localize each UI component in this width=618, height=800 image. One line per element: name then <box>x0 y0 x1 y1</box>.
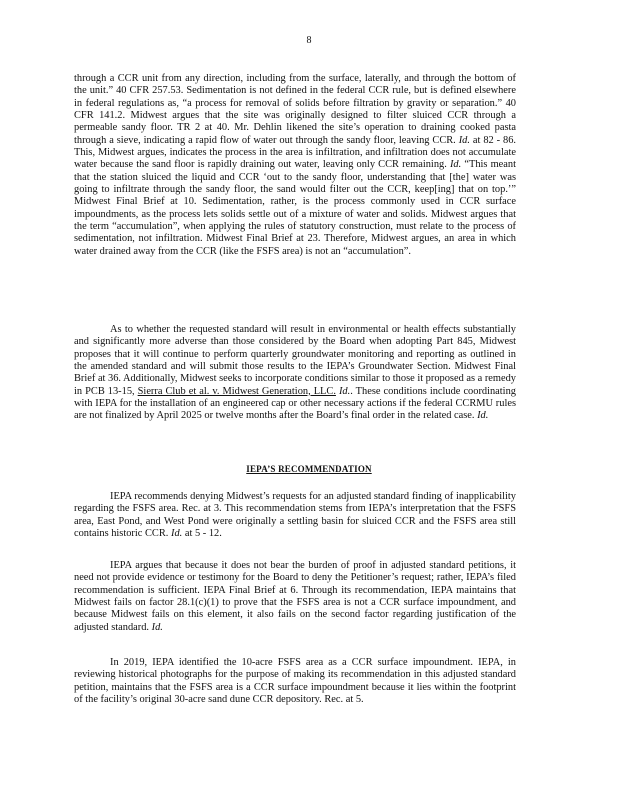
id-citation: Id. <box>449 159 462 171</box>
case-citation: Sierra Club et al. v. Midwest Generation, LLC. <box>137 385 336 397</box>
paragraph-iepa-argues <box>74 560 516 634</box>
id-citation: Id. <box>458 134 470 146</box>
paragraph-environmental-effects <box>74 324 516 423</box>
p1-text-3: “This meant that the station sluiced the liquid and CCR ‘out to the sandy floor, understanding that [the] water was going to infiltrate through the sandy floor, the sand would filter out the CCR, keep[ing] that on top.’” Midwest Final Brief at 10. Sedimentation, rather, is the process commonly used in CCR surface impoundments, as the process lets solids settle out of a mixture of water and solids. Midwest argues that the term “accumulation”, when applying the rules of statutory construction, must relate to the process of sedimentation, not infiltration. Midwest Final Brief at 23. Therefore, Midwest argues, an area in which water drained away from the CCR (like the FSFS area) is not an “accumulation”. <box>74 159 516 257</box>
page-number: 8 <box>306 35 312 46</box>
section-heading: IEPA’S RECOMMENDATION <box>246 464 372 474</box>
p2-text-1: As to whether the requested standard will result in environmental or health effects substantially and significantly more adverse than those considered by the Board when adopting Part 845, Midwest proposes that it will continue to perform quarterly groundwater monitoring and reporting as outlined in the amended standard and will submit those results to the IEPA’s Groundwater Section. Midwest Final Brief at 36. Additionally, Midwest seeks to incorporate conditions similar to those it proposed as a remedy in PCB 13-15, <box>74 324 516 397</box>
p2-text-2: . These conditions include coordinating with IEPA for the installation of an engineered cap or other necessary actions if the federal CCRMU rules are not finalized by April 2025 or twelve months after the Board’s final order in the related case. <box>74 385 516 422</box>
p3-text-1: IEPA recommends denying Midwest’s requests for an adjusted standard finding of inapplicability regarding the FSFS area. Rec. at 3. This recommendation stems from IEPA’s interpretation that the FSFS area, East Pond, and West Pond were originally a settling basin for sluiced CCR and the FSFS area still contains historic CCR. <box>74 491 516 540</box>
paragraph-iepa-recommends <box>74 491 516 540</box>
p1-text-1: through a CCR unit from any direction, including from the surface, laterally, and through the bottom of the unit.” 40 CFR 257.53. Sedimentation is not defined in the federal CCR rule, but is defined elsewhere in federal regulations as, “a process for removal of solids before filtration by gravity or separation.” 40 CFR 141.2. Midwest argues that the site was originally designed to filter sluiced CCR through a permeable sandy floor. TR 2 at 40. Mr. Dehlin likened the site’s operation to draining cooked pasta through a sieve, indicating a rapid flow of water out through the sandy floor, leaving CCR. <box>74 73 516 146</box>
paragraph-2019-identification <box>74 657 516 706</box>
id-citation: Id. <box>171 528 183 540</box>
p3-text-2: at 5 - 12. <box>184 528 222 540</box>
id-citation: Id. <box>338 385 351 397</box>
id-citation: Id. <box>477 410 489 422</box>
id-citation: Id. <box>151 621 163 633</box>
p1-text-2: at 82 - 86. This, Midwest argues, indicates the process in the area is infiltration, and infiltration does not accumulate water because the sand floor is rapidly draining out water, leaving only CCR remaining. <box>74 134 516 171</box>
paragraph-ccr-definitions <box>74 73 516 258</box>
p4-text-1: IEPA argues that because it does not bear the burden of proof in adjusted standard petitions, it need not provide evidence or testimony for the Board to deny the Petitioner’s request; rather, IEPA’s filed recommendation is sufficient. IEPA Final Brief at 6. Through its recommendation, IEPA maintains that Midwest fails on factor 28.1(c)(1) to prove that the FSFS area is not a CCR surface impoundment, and because Midwest fails on this element, it also fails on the second factor regarding justification of the adjusted standard. <box>74 560 516 633</box>
p5-text-1: In 2019, IEPA identified the 10-acre FSFS area as a CCR surface impoundment. IEPA, in reviewing historical photographs for the purpose of making its recommendation in this adjusted standard petition, maintains that the FSFS area is a CCR surface impoundment because it lies within the footprint of the facility’s original 30-acre sand dune CCR depository. Rec. at 5. <box>74 657 516 706</box>
